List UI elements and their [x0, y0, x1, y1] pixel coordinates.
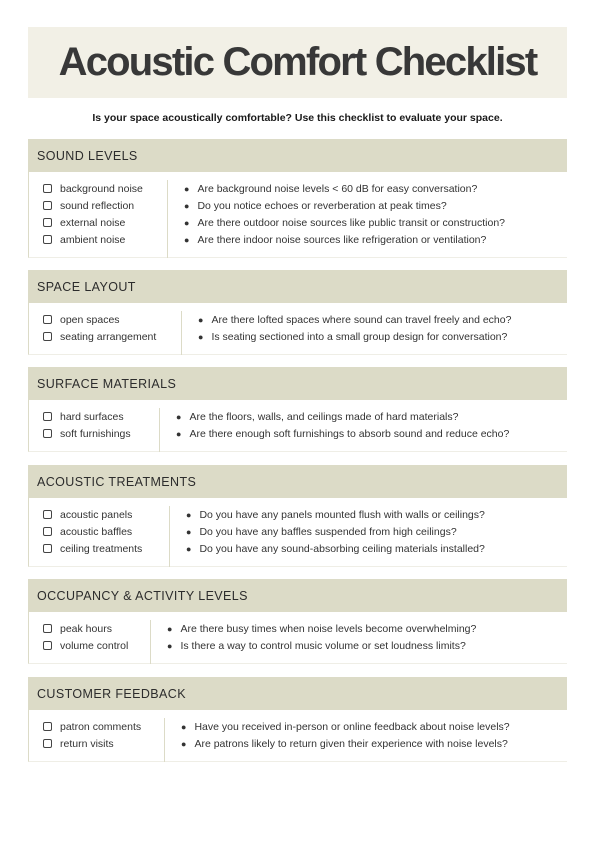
- checkbox-list: [29, 311, 182, 355]
- question-text: Are the floors, walls, and ceilings made of hard materials?: [189, 410, 459, 423]
- checkbox-list: [29, 620, 151, 664]
- checklist-item-label: return visits: [60, 737, 114, 750]
- checklist-item-label: acoustic panels: [60, 508, 133, 521]
- question-text: Are there enough soft furnishings to absorb sound and reduce echo?: [189, 427, 510, 440]
- section-heading: CUSTOMER FEEDBACK: [28, 677, 567, 710]
- checklist-item-label: ceiling treatments: [60, 542, 143, 555]
- bullet-icon: ●: [184, 200, 190, 211]
- question-text: Are there indoor noise sources like refrigeration or ventilation?: [197, 233, 487, 246]
- checklist-section: [28, 579, 567, 664]
- question-list: [165, 718, 510, 761]
- bullet-icon: ●: [176, 411, 182, 422]
- checklist-item-label: hard surfaces: [60, 410, 124, 423]
- checklist-item[interactable]: [43, 540, 159, 557]
- checkbox-icon[interactable]: [43, 429, 52, 438]
- checklist-item[interactable]: [43, 523, 159, 540]
- checklist-item[interactable]: [43, 620, 140, 637]
- question-text: Are there outdoor noise sources like public transit or construction?: [197, 216, 506, 229]
- bullet-icon: ●: [198, 314, 204, 325]
- checklist-item-label: open spaces: [60, 313, 120, 326]
- section-heading: SURFACE MATERIALS: [28, 367, 567, 400]
- checkbox-icon[interactable]: [43, 332, 52, 341]
- title-banner: [28, 27, 567, 98]
- question-item: [198, 328, 511, 345]
- question-text: Is seating sectioned into a small group design for conversation?: [211, 330, 508, 343]
- question-text: Do you have any panels mounted flush with walls or ceilings?: [199, 508, 485, 521]
- section-heading: OCCUPANCY & ACTIVITY LEVELS: [28, 579, 567, 612]
- bullet-icon: ●: [184, 183, 190, 194]
- bullet-icon: ●: [167, 640, 173, 651]
- checkbox-icon[interactable]: [43, 235, 52, 244]
- section-body: [28, 612, 567, 664]
- question-text: Do you have any sound-absorbing ceiling materials installed?: [199, 542, 485, 555]
- checklist-item[interactable]: [43, 180, 157, 197]
- question-item: [184, 180, 505, 197]
- section-body: [28, 172, 567, 258]
- section-body: [28, 498, 567, 567]
- question-list: [151, 620, 476, 663]
- checkbox-icon[interactable]: [43, 739, 52, 748]
- section-heading: SPACE LAYOUT: [28, 270, 567, 303]
- checklist-item-label: background noise: [60, 182, 143, 195]
- checkbox-icon[interactable]: [43, 412, 52, 421]
- question-item: [186, 523, 485, 540]
- checklist-section: [28, 139, 567, 258]
- question-item: [184, 197, 505, 214]
- checkbox-icon[interactable]: [43, 218, 52, 227]
- checklist-item-label: volume control: [60, 639, 129, 652]
- checklist-item[interactable]: [43, 214, 157, 231]
- checklist-item-label: peak hours: [60, 622, 112, 635]
- question-text: Is there a way to control music volume or set loudness limits?: [180, 639, 466, 652]
- checklist-item[interactable]: [43, 637, 140, 654]
- checkbox-icon[interactable]: [43, 315, 52, 324]
- bullet-icon: ●: [184, 234, 190, 245]
- question-item: [181, 735, 510, 752]
- checklist-item[interactable]: [43, 506, 159, 523]
- checkbox-list: [29, 408, 160, 452]
- bullet-icon: ●: [167, 623, 173, 634]
- checklist-item[interactable]: [43, 231, 157, 248]
- question-item: [167, 637, 476, 654]
- question-text: Are patrons likely to return given their experience with noise levels?: [194, 737, 508, 750]
- bullet-icon: ●: [186, 543, 192, 554]
- question-item: [186, 540, 485, 557]
- question-item: [176, 425, 509, 442]
- checkbox-icon[interactable]: [43, 527, 52, 536]
- bullet-icon: ●: [184, 217, 190, 228]
- checklist-item-label: external noise: [60, 216, 126, 229]
- section-body: [28, 400, 567, 452]
- checklist-item[interactable]: [43, 197, 157, 214]
- question-text: Do you notice echoes or reverberation at peak times?: [197, 199, 447, 212]
- question-text: Do you have any baffles suspended from high ceilings?: [199, 525, 457, 538]
- section-heading: SOUND LEVELS: [28, 139, 567, 172]
- checklist-item-label: patron comments: [60, 720, 142, 733]
- checkbox-icon[interactable]: [43, 544, 52, 553]
- checklist-item-label: soft furnishings: [60, 427, 131, 440]
- question-list: [168, 180, 505, 257]
- section-body: [28, 710, 567, 762]
- page-subtitle: Is your space acoustically comfortable? Use this checklist to evaluate your space.: [92, 112, 503, 124]
- checklist-item[interactable]: [43, 735, 154, 752]
- bullet-icon: ●: [198, 331, 204, 342]
- checklist-item-label: seating arrangement: [60, 330, 157, 343]
- question-item: [167, 620, 476, 637]
- checklist-item-label: sound reflection: [60, 199, 135, 212]
- question-text: Have you received in-person or online feedback about noise levels?: [194, 720, 510, 733]
- question-text: Are there lofted spaces where sound can travel freely and echo?: [211, 313, 512, 326]
- bullet-icon: ●: [186, 509, 192, 520]
- question-list: [170, 506, 485, 566]
- question-text: Are there busy times when noise levels become overwhelming?: [180, 622, 477, 635]
- question-item: [186, 506, 485, 523]
- question-list: [160, 408, 509, 451]
- bullet-icon: ●: [176, 428, 182, 439]
- checklist-item-label: ambient noise: [60, 233, 126, 246]
- question-text: Are background noise levels < 60 dB for easy conversation?: [197, 182, 478, 195]
- question-item: [184, 214, 505, 231]
- checkbox-icon[interactable]: [43, 624, 52, 633]
- checkbox-icon[interactable]: [43, 641, 52, 650]
- question-item: [184, 231, 505, 248]
- checklist-item[interactable]: [43, 425, 149, 442]
- question-item: [176, 408, 509, 425]
- checkbox-list: [29, 506, 170, 567]
- checklist-section: [28, 677, 567, 762]
- bullet-icon: ●: [186, 526, 192, 537]
- checkbox-list: [29, 718, 165, 762]
- checklist-section: [28, 465, 567, 567]
- page-title: Acoustic Comfort Checklist: [58, 40, 537, 84]
- checklist-item[interactable]: [43, 408, 149, 425]
- bullet-icon: ●: [181, 721, 187, 732]
- checklist-item[interactable]: [43, 718, 154, 735]
- checkbox-icon[interactable]: [43, 722, 52, 731]
- checklist-section: [28, 367, 567, 452]
- bullet-icon: ●: [181, 738, 187, 749]
- checklist-item-label: acoustic baffles: [60, 525, 133, 538]
- checkbox-icon[interactable]: [43, 201, 52, 210]
- checklist-item[interactable]: [43, 328, 171, 345]
- question-list: [182, 311, 511, 354]
- checklist-item[interactable]: [43, 311, 171, 328]
- question-item: [198, 311, 511, 328]
- checklist-section: [28, 270, 567, 355]
- question-item: [181, 718, 510, 735]
- checkbox-icon[interactable]: [43, 184, 52, 193]
- checkbox-list: [29, 180, 168, 258]
- checkbox-icon[interactable]: [43, 510, 52, 519]
- section-body: [28, 303, 567, 355]
- section-heading: ACOUSTIC TREATMENTS: [28, 465, 567, 498]
